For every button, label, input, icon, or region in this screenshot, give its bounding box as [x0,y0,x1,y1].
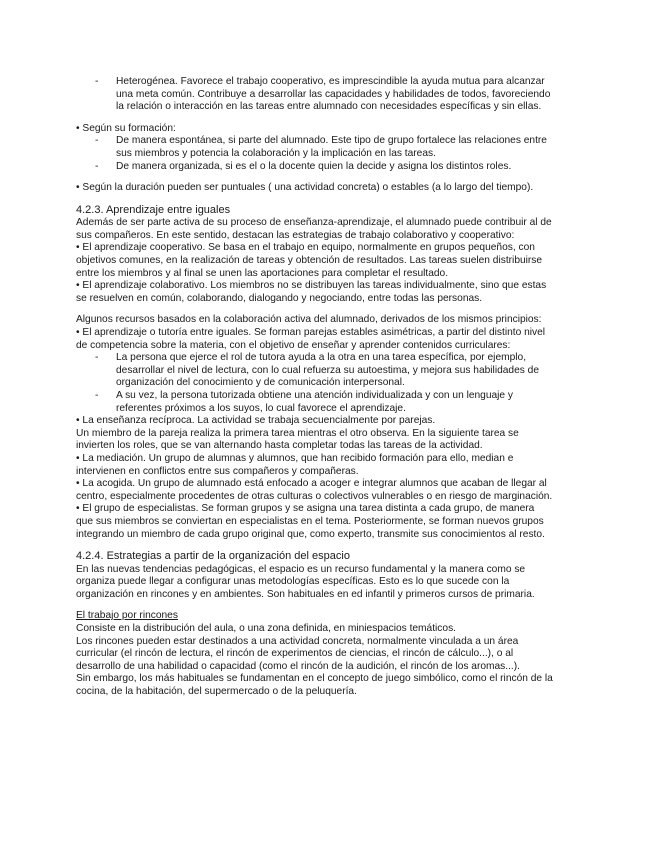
text-line: organización del conocimiento y de comunicación interpersonal. [116,377,405,389]
text-line: • El aprendizaje colaborativo. Los miembros no se distribuyen las tareas individualmente, sino que estas [76,280,547,292]
section-heading-4-2-4: 4.2.4. Estrategias a partir de la organización del espacio [76,550,350,563]
text-line: Los rincones pueden estar destinados a una actividad concreta, normalmente vinculada a un área [76,635,519,647]
text-line: En las nuevas tendencias pedagógicas, el espacio es un recurso fundamental y la manera como se [76,563,526,575]
bullet-formacion: • Según su formación: [76,122,176,134]
text-line: integrando un miembro de cada grupo original que, como experto, transmite sus conocimientos al resto. [76,528,545,540]
text-line: entre los miembros y al final se unen las aportaciones para completar el resultado. [76,267,449,279]
text-line: • El aprendizaje o tutoría entre iguales. Se forman parejas estables asimétricas, a partir del distinto nivel [76,327,546,338]
text-line: De manera espontánea, si parte del alumnado. Este tipo de grupo fortalece las relaciones entre [116,135,547,147]
list-item-tutora [76,352,580,390]
text-line: Algunos recursos basados en la colaboración activa del alumnado, derivados de los mismos principios: [76,314,542,326]
text-line: sus compañeros. En este sentido, destacan las estrategias de trabajo colaborativo y cooperativo: [76,229,515,241]
text-line: • La acogida. Un grupo de alumnado está enfocado a acoger e integrar alumnos que acaban de llegar al [76,478,547,490]
text-line: cocina, de la habitación, del supermercado o de la peluquería. [76,685,357,697]
dash-marker: - [95,76,99,87]
text-line: • La enseñanza recíproca. La actividad se trabaja secuencialmente por parejas. [76,415,436,427]
list-item-espontanea [76,135,580,160]
text-line: objetivos comunes, en la realización de tareas y obtención de resultados. Las tareas suelen distribuirse [76,255,543,267]
text-line: Sin embargo, los más habituales se fundamentan en el concepto de juego simbólico, como el rincón de la [76,673,553,685]
text-line: De manera organizada, si es el o la docente quien la decide y asigna los distintos roles. [116,160,512,172]
text-line: sus miembros y potencia la colaboración y la implicación en las tareas. [116,147,436,159]
text-line: que sus miembros se conviertan en especialistas en el tema. Posteriormente, se forman nuevos grupos [76,515,544,527]
text-line: Además de ser parte activa de su proceso de enseñanza-aprendizaje, el alumnado puede contribuir al de [76,217,552,229]
text-line: una meta común. Contribuye a desarrollar las capacidades y habilidades de todos, favoreciendo [116,88,551,100]
page-content [76,76,580,699]
text-line: organización en rincones y en ambientes. Son habituales en ed infantil y primeros cursos de primaria. [76,588,535,600]
dash-marker: - [95,160,99,172]
list-item-organizada [76,161,580,174]
text-line: desarrollar el nivel de lectura, con lo cual refuerza su autoestima, y mejora sus habilidades de [116,364,540,376]
section-heading-4-2-3: 4.2.3. Aprendizaje entre iguales [76,203,231,216]
text-line: Heterogénea. Favorece el trabajo cooperativo, es imprescindible la ayuda mutua para alcanzar [116,76,545,87]
text-line: la relación o interacción en las tareas entre alumnado con necesidades específicas y sin ellas. [116,101,542,113]
text-line: curricular (el rincón de lectura, el rincón de experimentos de ciencias, el rincón de cálculo...), o al [76,648,514,660]
text-line: centro, especialmente procedentes de otras culturas o colectivos vulnerables o en riesgo de marginación. [76,490,553,502]
dash-marker: - [95,135,99,147]
text-line: organiza puede llegar a configurar unas metodologías específicas. Esto es lo que sucede con la [76,576,510,588]
text-line: • El aprendizaje cooperativo. Se basa en el trabajo en equipo, normalmente en grupos pequeños, con [76,242,535,254]
dash-marker: - [95,389,99,401]
text-line: invierten los roles, que se van alternando hasta completar todas las tareas de la actividad. [76,440,483,452]
subheading-rincones: El trabajo por rincones [76,610,178,622]
text-line: se resuelven en común, colaborando, dialogando y negociando, entre todas las personas. [76,292,483,304]
text-line: A su vez, la persona tutorizada obtiene una atención individualizada y con un lenguaje y [116,389,514,401]
text-line: intervienen en conflictos entre sus compañeros y compañeras. [76,465,359,477]
text-line: • La mediación. Un grupo de alumnas y alumnos, que han recibido formación para ello, median e [76,452,514,464]
text-line: de competencia sobre la materia, con el objetivo de enseñar y aprender contenidos curriculares: [76,339,511,351]
text-line: La persona que ejerce el rol de tutora ayuda a la otra en una tarea específica, por ejemplo, [116,352,527,364]
text-line: desarrollo de una habilidad o capacidad (como el rincón de la audición, el rincón de los aromas...). [76,660,520,672]
text-line: referentes próximos a los suyos, lo cual favorece el aprendizaje. [116,402,406,414]
text-line: Un miembro de la pareja realiza la primera tarea mientras el otro observa. En la siguiente tarea se [76,427,519,439]
text-line: • El grupo de especialistas. Se forman grupos y se asigna una tarea distinta a cada grupo, de manera [76,503,535,515]
text-line: Consiste en la distribución del aula, o una zona definida, en miniespacios temáticos. [76,622,456,634]
list-item-tutorizada [76,390,580,415]
list-item-heterogenea [76,76,580,114]
dash-marker: - [95,352,99,364]
bullet-duracion: • Según la duración pueden ser puntuales ( una actividad concreta) o estables (a lo largo del tiempo). [76,182,534,194]
